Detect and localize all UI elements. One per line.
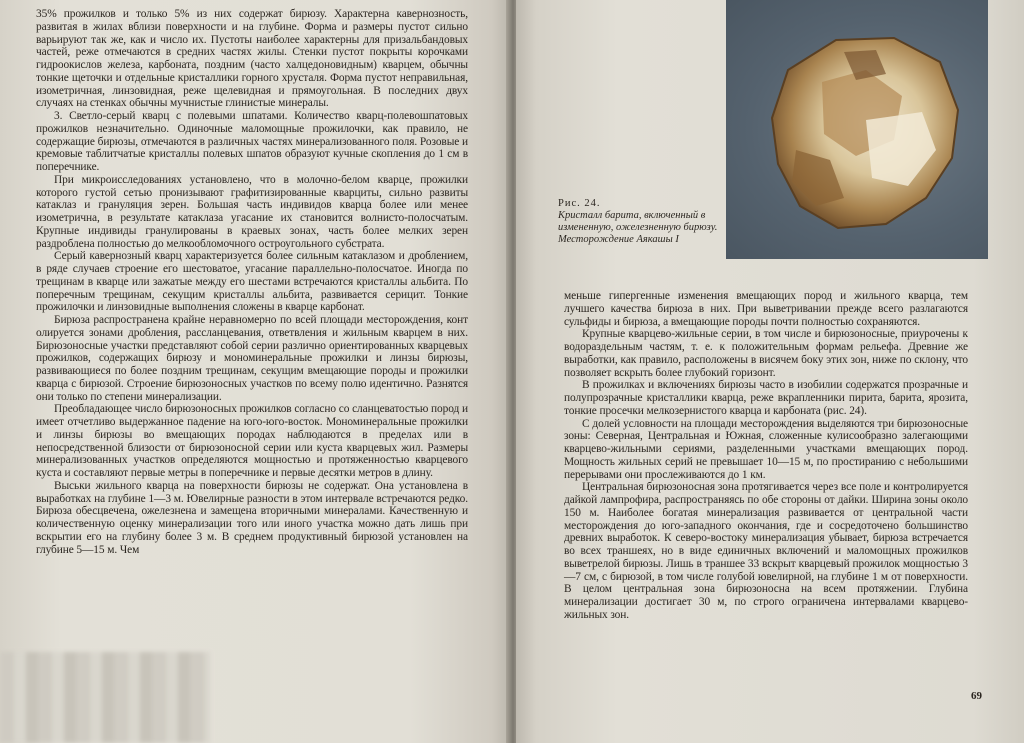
caption-text: Кристалл барита, включенный в измененную, ожелезненную бирюзу. Месторождение Аякашы I: [558, 210, 718, 245]
right-page-text: [564, 290, 968, 622]
paragraph: Крупные кварцево-жильные серии, в том числе и бирюзоносные, приурочены к водораздельным частям, т. е. к положительным формам рельефа. Древние же выработки, как правило, расположены в висячем боку этих зон, ниже по склону, что позволяет вскрыть более глубокий горизонт.: [564, 328, 968, 379]
blurred-watermark-area: [0, 652, 210, 743]
paragraph: Серый кавернозный кварц характеризуется более сильным катаклазом и дроблением, в ряде случаев строение его шестоватое, угасание параллельно-полосчатое. Иногда по трещинам в кварце или зажатые между его шестами встречаются кристаллы альбита. По поперечным трещинам, секущим кристаллы альбита, развивается серицит. Тонкие прожилочки и линзовидные выполнения сложены в кварце карбонат.: [36, 250, 468, 314]
paragraph: С долей условности на площади месторождения выделяются три бирюзоносные зоны: Северная, Центральная и Южная, сложенные кулисообразно залегающими кварцево-жильными сериями, разделенными участками вмещающих пород. Мощность жильных серий не превышает 10—15 м, по простиранию с небольшими перерывами они прослеживаются до 1 км.: [564, 417, 968, 481]
caption-label: Рис. 24.: [558, 198, 601, 209]
paragraph: В прожилках и включениях бирюзы часто в изобилии содержатся прозрачные и полупрозрачные кристаллики кварца, реже вкрапленники пирита, барита, ярозита, тонкие просечки мелкозернистого кварца и карбоната (рис. 24).: [564, 379, 968, 417]
mineral-photo: [726, 0, 988, 259]
paragraph: меньше гипергенные изменения вмещающих пород и жильного кварца, тем лучшего качества бирюза в них. При выветривании прежде всего разлагаются сульфиды и бирюза, а вмещающие породы почти полностью сохраняются.: [564, 290, 968, 328]
barite-crystal-image: [726, 0, 988, 259]
paragraph: Бирюза распространена крайне неравномерно по всей площади месторождения, конт олируется зонами дробления, рассланцевания, ответвления и жильным кварцем в них. Бирюзоносные участки представляют собой серии различно ориентированных кварцевых прожилков, содержащих бирюзу и мономинеральные прожилки и линзы бирюзы, развивающиеся по более поздним трещинам, секущим вмещающие породы и прожилки кварца с бирюзой. Строение бирюзоносных участков по всему полю идентично. Разнятся они только по степени минерализации.: [36, 314, 468, 403]
paragraph: Выськи жильного кварца на поверхности бирюзы не содержат. Она установлена в выработках на глубине 1—3 м. Ювелирные разности в этом интервале встречаются редко. Бирюза обесцвечена, ожелезнена и замещена вторичными минералами. Качественную и количественную оценку минерализации того или иного участка можно дать лишь при вскрытии его на глубину более 3 м. В среднем продуктивный бирюзой установлен на глубине 5—15 м. Чем: [36, 479, 468, 556]
paragraph: Преобладающее число бирюзоносных прожилков согласно со сланцеватостью пород и имеет отчетливо выдержанное падение на юго-юго-восток. Мономинеральные прожилки и линзы бирюзы во вмещающих породах наблюдаются в пределах или в непосредственной близости от бирюзоносной серии или куста кварцевых жил. Размеры минерализованных участков определяются мощностью и протяженностью кварцевого куста и составляют первые метры в поперечнике и первые десятки метров в длину.: [36, 403, 468, 479]
left-page-text: [36, 8, 468, 556]
paragraph: 3. Светло-серый кварц с полевыми шпатами. Количество кварц-полевошпатовых прожилков незначительно. Одиночные маломощные прожилочки, как правило, не содержащие бирюзы, отмечаются в различных частях минерализованного поля. Розовые и кремовые таблитчатые кристаллы полевых шпатов образуют кучные скопления до 1 см в поперечнике.: [36, 110, 468, 173]
page-number: 69: [971, 690, 982, 702]
paragraph: 35% прожилков и только 5% из них содержат бирюзу. Характерна кавернозность, развитая в жилах вблизи поверхности и на глубине. Форма и размеры пустот сильно варьируют так же, как и число их. Пустоты наиболее характерны для призальбандовых частей, реже отмечаются в средних частях жилы. Стенки пустот покрыты корочками гидроокислов железа, карбоната, поздним (часто халцедоновидным) кварцем, обычны тонкие щеточки и отдельные кристаллики горного хрусталя. Форма пустот неправильная, изометричная, линзовидная, реже щелевидная и прямоугольная. В последних двух случаях на стенках обычны мучнистые глинистые минералы.: [36, 8, 468, 110]
paragraph: Центральная бирюзоносная зона протягивается через все поле и контролируется дайкой лампрофира, распространяясь по обе стороны от дайки. Ширина зоны около 150 м. Наиболее богатая минерализация развивается от центральной части месторождения до юго-западного окончания, где и сосредоточено большинство древних выработок. К северо-востоку минерализация убывает, бирюза встречается во всех траншеях, но в виде единичных включений и маломощных прожилков выветрелой бирюзы. Лишь в траншее 33 вскрыт кварцевый прожилок мощностью 3—7 см, с бирюзой, в том числе голубой ювелирной, на глубине 1 м от поверхности. В целом центральная зона бирюзоносна на всем протяжении. Глубина минерализации достигает 30 м, по строго ограничена интервалами кварцево-жильных зон.: [564, 481, 968, 621]
right-page: [516, 0, 1024, 743]
paragraph: При микроисследованиях установлено, что в молочно-белом кварце, прожилки которого густой сетью пронизывают графитизированные кварциты, сильно развиты катаклаз и грануляция зерен. Большая часть индивидов кварца более или менее изометрична, в результате катаклаза угасание их становится волнисто-полосчатым. Крупные индивиды гранулированы в краевых зонах, часть более мелких зерен раздроблена полностью до мелкообломочного остроугольного субстрата.: [36, 173, 468, 250]
figure-caption: [558, 198, 718, 246]
